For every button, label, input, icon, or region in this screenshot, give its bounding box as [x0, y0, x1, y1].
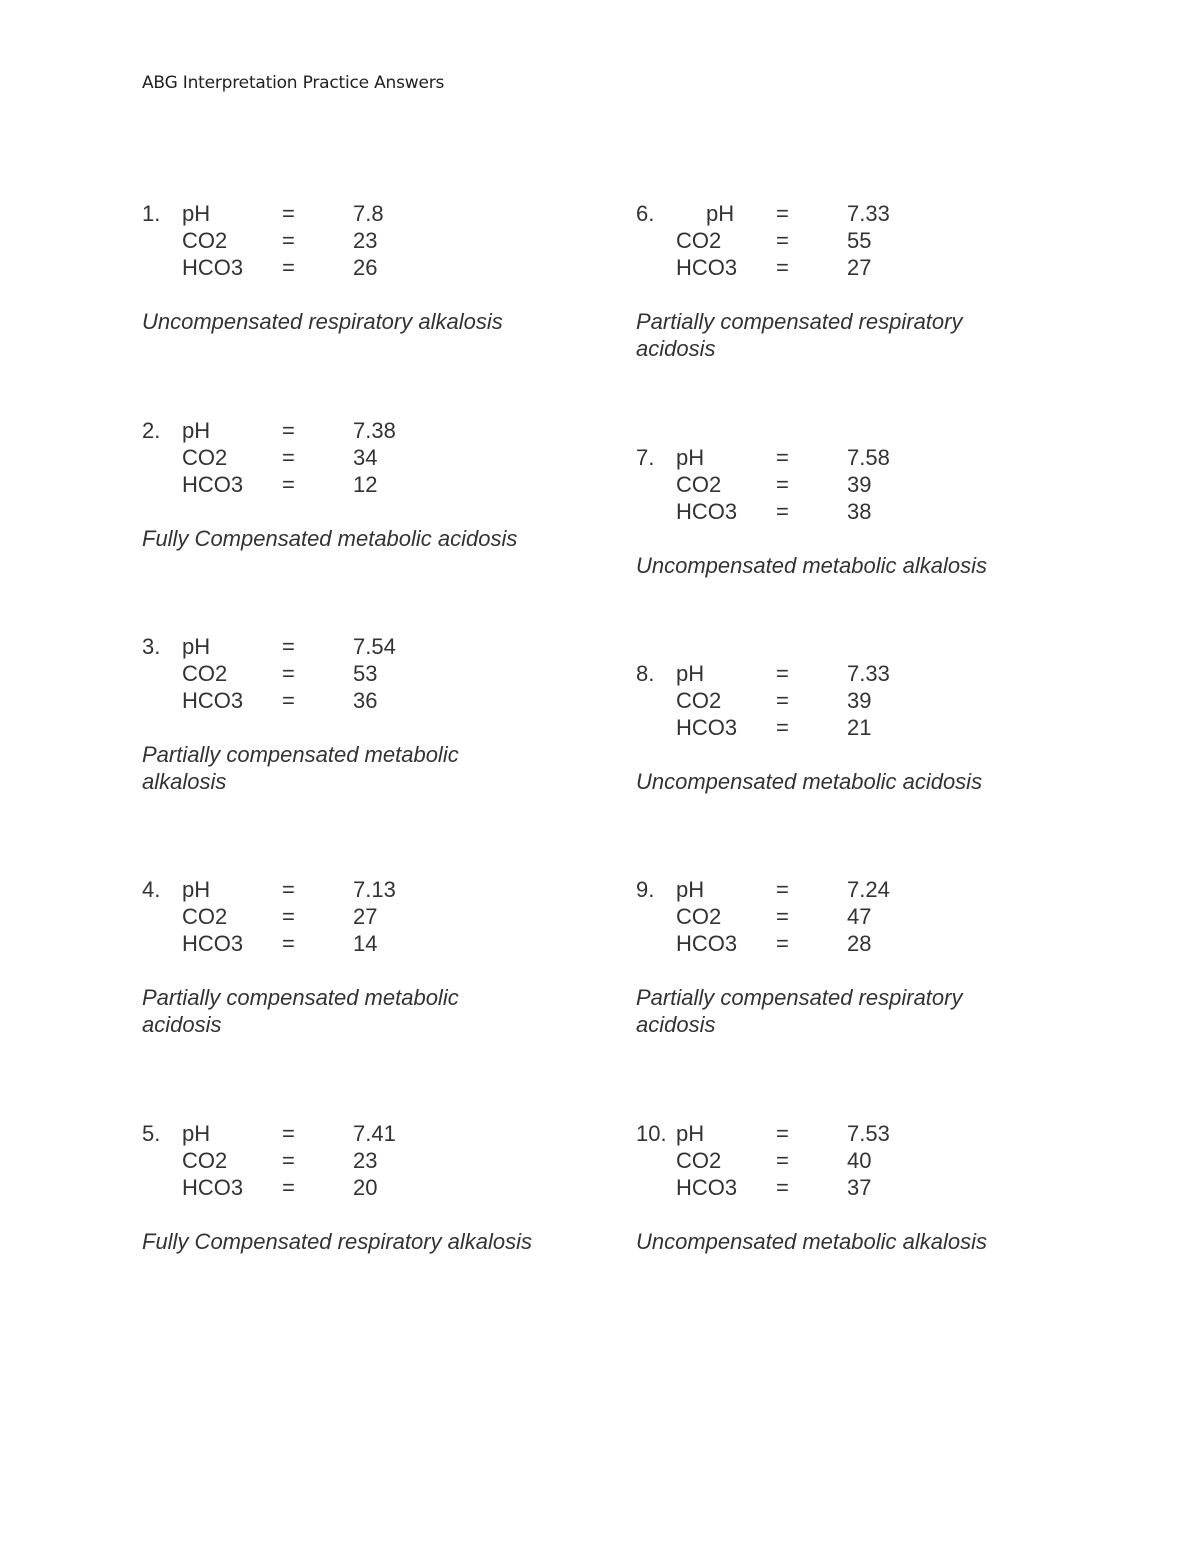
problem-3 — [142, 633, 582, 795]
equals-sign: = — [282, 1148, 295, 1173]
equals-sign: = — [282, 418, 295, 443]
hco3-row — [636, 498, 1076, 525]
ph-value: 7.24 — [847, 877, 890, 902]
equals-sign: = — [282, 877, 295, 902]
ph-value: 7.53 — [847, 1121, 890, 1146]
equals-sign: = — [776, 661, 789, 686]
hco3-label: HCO3 — [182, 931, 244, 956]
ph-value: 7.33 — [847, 661, 890, 686]
co2-label: CO2 — [676, 228, 722, 253]
co2-label: CO2 — [182, 661, 228, 686]
equals-sign: = — [776, 904, 789, 929]
ph-label: pH — [182, 1121, 211, 1146]
co2-value: 39 — [847, 472, 872, 497]
problem-4 — [142, 876, 582, 1038]
co2-label: CO2 — [182, 445, 228, 470]
equals-sign: = — [282, 634, 295, 659]
hco3-row — [636, 930, 1076, 957]
interpretation: Partially compensated respiratory acidosis — [636, 309, 963, 361]
co2-label: CO2 — [676, 472, 722, 497]
problem-6 — [636, 200, 1076, 362]
co2-row — [636, 903, 1076, 930]
co2-value: 53 — [353, 661, 378, 686]
co2-row — [142, 1147, 582, 1174]
hco3-label: HCO3 — [676, 499, 738, 524]
ph-value: 7.58 — [847, 445, 890, 470]
equals-sign: = — [282, 1175, 295, 1200]
ph-row — [142, 200, 582, 227]
problem-number: 10. — [636, 1121, 667, 1146]
hco3-label: HCO3 — [182, 1175, 244, 1200]
interpretation: Partially compensated metabolic alkalosis — [142, 742, 459, 794]
equals-sign: = — [776, 1121, 789, 1146]
ph-row — [636, 660, 1076, 687]
hco3-value: 27 — [847, 255, 872, 280]
co2-row — [636, 227, 1076, 254]
equals-sign: = — [776, 688, 789, 713]
interpretation: Uncompensated metabolic alkalosis — [636, 1229, 987, 1254]
equals-sign: = — [282, 255, 295, 280]
co2-value: 39 — [847, 688, 872, 713]
hco3-label: HCO3 — [182, 472, 244, 497]
co2-row — [142, 660, 582, 687]
ph-value: 7.8 — [353, 201, 384, 226]
co2-value: 34 — [353, 445, 378, 470]
co2-label: CO2 — [182, 228, 228, 253]
hco3-label: HCO3 — [182, 688, 244, 713]
ph-row — [636, 444, 1076, 471]
hco3-value: 21 — [847, 715, 872, 740]
interpretation: Uncompensated metabolic alkalosis — [636, 553, 987, 578]
problem-7 — [636, 444, 1076, 579]
hco3-label: HCO3 — [676, 715, 738, 740]
equals-sign: = — [776, 472, 789, 497]
equals-sign: = — [282, 201, 295, 226]
equals-sign: = — [776, 1175, 789, 1200]
hco3-value: 38 — [847, 499, 872, 524]
problem-number: 9. — [636, 877, 655, 902]
hco3-value: 20 — [353, 1175, 378, 1200]
ph-value: 7.13 — [353, 877, 396, 902]
co2-value: 47 — [847, 904, 872, 929]
equals-sign: = — [776, 445, 789, 470]
problem-number: 8. — [636, 661, 655, 686]
co2-row — [142, 227, 582, 254]
ph-label: pH — [182, 634, 211, 659]
equals-sign: = — [776, 201, 789, 226]
ph-label: pH — [676, 877, 705, 902]
hco3-value: 14 — [353, 931, 378, 956]
ph-label: pH — [182, 418, 211, 443]
co2-row — [636, 471, 1076, 498]
co2-value: 40 — [847, 1148, 872, 1173]
interpretation: Uncompensated metabolic acidosis — [636, 769, 983, 794]
ph-row — [636, 876, 1076, 903]
co2-value: 55 — [847, 228, 872, 253]
hco3-row — [142, 471, 582, 498]
problem-5 — [142, 1120, 582, 1255]
co2-label: CO2 — [676, 1148, 722, 1173]
interpretation: Fully Compensated metabolic acidosis — [142, 526, 518, 551]
ph-row — [142, 876, 582, 903]
co2-row — [142, 444, 582, 471]
hco3-row — [142, 1174, 582, 1201]
hco3-row — [142, 687, 582, 714]
problem-number: 6. — [636, 201, 655, 226]
ph-value: 7.41 — [353, 1121, 396, 1146]
ph-label: pH — [182, 201, 211, 226]
equals-sign: = — [282, 661, 295, 686]
hco3-row — [636, 1174, 1076, 1201]
equals-sign: = — [282, 472, 295, 497]
hco3-row — [142, 930, 582, 957]
ph-label: pH — [182, 877, 211, 902]
hco3-label: HCO3 — [182, 255, 244, 280]
equals-sign: = — [776, 499, 789, 524]
equals-sign: = — [776, 877, 789, 902]
ph-row — [142, 1120, 582, 1147]
ph-label: pH — [676, 661, 705, 686]
equals-sign: = — [282, 228, 295, 253]
problem-number: 3. — [142, 634, 161, 659]
hco3-value: 28 — [847, 931, 872, 956]
problem-number: 4. — [142, 877, 161, 902]
problem-10 — [636, 1120, 1076, 1255]
problem-number: 5. — [142, 1121, 161, 1146]
problem-2 — [142, 417, 582, 552]
co2-value: 23 — [353, 1148, 378, 1173]
co2-row — [142, 903, 582, 930]
interpretation: Fully Compensated respiratory alkalosis — [142, 1229, 533, 1254]
equals-sign: = — [282, 1121, 295, 1146]
hco3-label: HCO3 — [676, 1175, 738, 1200]
interpretation: Partially compensated respiratory acidosis — [636, 985, 963, 1037]
hco3-row — [636, 714, 1076, 741]
interpretation: Uncompensated respiratory alkalosis — [142, 309, 503, 334]
hco3-label: HCO3 — [676, 931, 738, 956]
equals-sign: = — [776, 228, 789, 253]
equals-sign: = — [776, 715, 789, 740]
interpretation: Partially compensated metabolic acidosis — [142, 985, 459, 1037]
hco3-label: HCO3 — [676, 255, 738, 280]
problem-1 — [142, 200, 582, 335]
equals-sign: = — [282, 931, 295, 956]
co2-label: CO2 — [182, 1148, 228, 1173]
co2-value: 23 — [353, 228, 378, 253]
hco3-row — [636, 254, 1076, 281]
ph-label: pH — [676, 1121, 705, 1146]
equals-sign: = — [776, 255, 789, 280]
ph-row — [142, 417, 582, 444]
hco3-value: 36 — [353, 688, 378, 713]
co2-row — [636, 687, 1076, 714]
problem-8 — [636, 660, 1076, 795]
co2-label: CO2 — [182, 904, 228, 929]
co2-label: CO2 — [676, 904, 722, 929]
problem-number: 1. — [142, 201, 161, 226]
ph-row — [142, 633, 582, 660]
ph-label: pH — [706, 201, 735, 226]
co2-label: CO2 — [676, 688, 722, 713]
co2-row — [636, 1147, 1076, 1174]
equals-sign: = — [282, 445, 295, 470]
ph-value: 7.33 — [847, 201, 890, 226]
ph-row — [636, 200, 1076, 227]
co2-value: 27 — [353, 904, 378, 929]
ph-value: 7.38 — [353, 418, 396, 443]
ph-value: 7.54 — [353, 634, 396, 659]
hco3-row — [142, 254, 582, 281]
ph-label: pH — [676, 445, 705, 470]
hco3-value: 26 — [353, 255, 378, 280]
equals-sign: = — [282, 904, 295, 929]
hco3-value: 12 — [353, 472, 378, 497]
problem-number: 7. — [636, 445, 655, 470]
page-title: ABG Interpretation Practice Answers — [142, 73, 445, 93]
equals-sign: = — [776, 1148, 789, 1173]
equals-sign: = — [282, 688, 295, 713]
problem-9 — [636, 876, 1076, 1038]
equals-sign: = — [776, 931, 789, 956]
ph-row — [636, 1120, 1076, 1147]
problem-number: 2. — [142, 418, 161, 443]
hco3-value: 37 — [847, 1175, 872, 1200]
